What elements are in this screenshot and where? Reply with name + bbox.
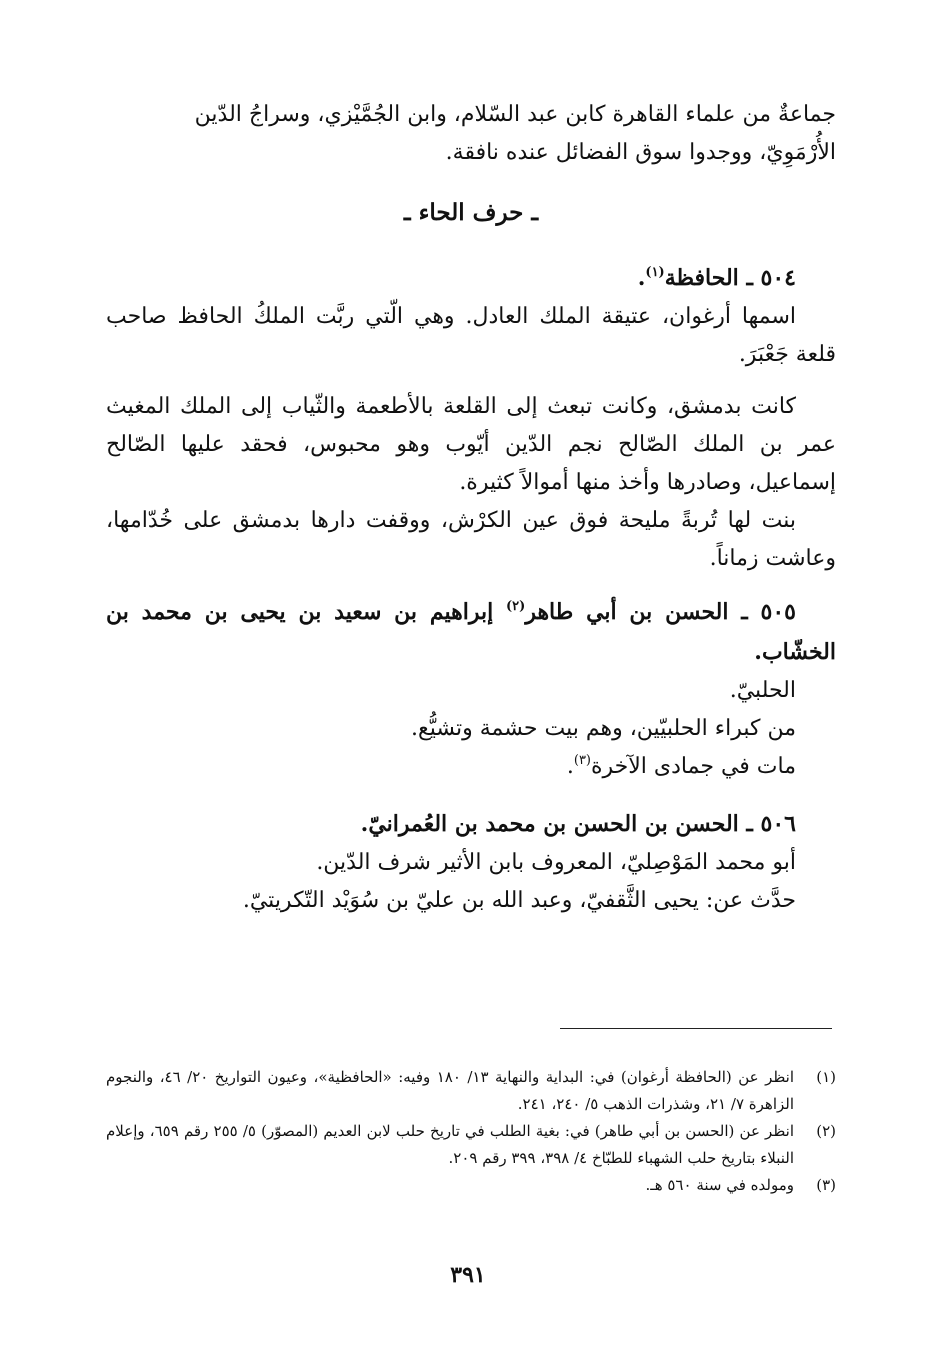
entry-505-title-b: إبراهيم بن سعيد بن يحيى بن محمد بن الخشّاب. [106,599,836,665]
footnote-number: (٢) [816,1122,836,1140]
footnote-1 [106,1064,836,1118]
entry-505-line-2: من كبراء الحلبيّين، وهم بيت حشمة وتشيُّع. [411,716,796,741]
entry-506-line-1: أبو محمد المَوْصِليّ، المعروف بابن الأثير شرف الدّين. [316,850,796,875]
spacer [106,578,836,592]
footnote-number: (١) [816,1068,836,1086]
opening-paragraph [106,96,836,172]
entry-505-line-3 [106,748,836,786]
entry-506-line-2: حدَّث عن: يحيى الثَّقفيّ، وعبد الله بن عليّ بن سُوَيْد التّكريتيّ. [242,888,796,913]
entry-505-line-3-text: مات في جمادى الآخرة [591,754,796,779]
entry-504-paragraph-1: اسمها أرغوان، عتيقة الملك العادل. وهي الّتي ربَّت الملكُ الحافظ صاحب قلعة جَعْبَرَ. [106,304,836,367]
entry-504-title-text: ٥٠٤ ـ الحافظة [664,265,796,291]
footnote-3 [106,1172,836,1199]
entry-505-line-1: الحلبيّ. [729,678,796,703]
entry-505-line-3-end: . [566,754,574,779]
footnote-ref-3[interactable]: (٣) [573,753,591,768]
footnote-text: انظر عن (الحافظة أرغوان) في: البداية والنهاية ١٣/ ١٨٠ وفيه: «الحافظية»، وعيون التواريخ ٢٠/ ٤٦، والنجوم الزاهرة ٧/ ٢١، وشذرات الذهب ٥/ ٢٤٠، ٢٤١. [106,1068,794,1113]
section-heading: ـ حرف الحاء ـ [403,199,539,226]
opening-line-1: جماعةٌ من علماء القاهرة كابن عبد السّلام، وابن الجُمَّيْزي، وسراجُ الدّين [194,102,836,127]
entry-505-title [106,592,836,672]
footnote-ref-1[interactable]: (١) [645,265,665,280]
page-body [106,96,836,920]
footnotes [106,1064,836,1199]
page-number: ٣٩١ [450,1262,486,1288]
opening-line-2: الأُرْمَوِيّ، ووجدوا سوق الفضائل عنده نافقة. [445,140,836,165]
entry-505-title-a: ٥٠٥ ـ الحسن بن أبي طاهر [525,599,796,625]
entry-504-paragraph-2: كانت بدمشق، وكانت تبعث إلى القلعة بالأطعمة والثّياب إلى الملك المغيث عمر بن الملك الصّالح نجم الدّين أيّوب وهو محبوس، فحقد عليها الصّالح إسماعيل، وصادرها وأخذ منها أموالاً كثيرة. [106,394,836,495]
footnote-text: ومولده في سنة ٥٦٠ هـ. [645,1176,794,1194]
spacer [106,374,836,388]
footnote-ref-2[interactable]: (٢) [506,599,526,614]
entry-506-title: ٥٠٦ ـ الحسن بن الحسن بن محمد بن العُمرانيّ. [360,811,796,837]
footnote-2 [106,1118,836,1172]
footnote-number: (٣) [816,1176,836,1194]
footnote-divider [560,1028,832,1029]
spacer [106,786,836,804]
entry-504-title-end: . [637,265,646,291]
footnote-text: انظر عن (الحسن بن أبي طاهر) في: بغية الطلب في تاريخ حلب لابن العديم (المصوّر) ٥/ ٢٥٥ رقم ٦٥٩، وإعلام النبلاء بتاريخ حلب الشهباء للطبّاخ ٤/ ٣٩٨، ٣٩٩ رقم ٢٠٩. [106,1122,794,1167]
entry-504-paragraph-3: بنت لها تُربةً مليحة فوق عين الكرْش، ووقفت دارها بدمشق على خُدّامها، وعاشت زماناً. [106,508,836,571]
entry-504-title [106,258,836,298]
